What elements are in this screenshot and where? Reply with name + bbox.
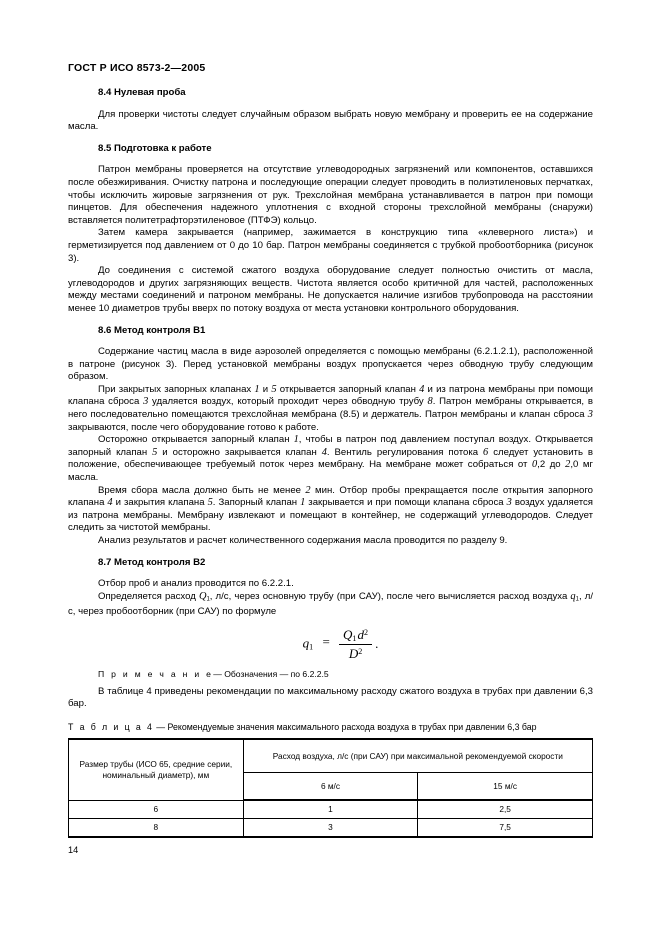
paragraph-8-4-1: Для проверки чистоты следует случайным образом выбрать новую мембрану и проверить ее на содержание масла. (68, 108, 593, 133)
valve-ref: 6 (483, 446, 489, 458)
valve-ref: 3 (587, 409, 593, 421)
formula-lhs-subscript: 1 (309, 642, 314, 652)
paragraph-8-6-4: Время сбора масла должно быть не менее 2 мин. Отбор пробы прекращается после открытия запорного клапана 4 и закрытия клапана 5. Запорный клапан 1 закрывается и при помощи клапана сброса 3 воздух удаляется из патрона мембраны. Мембрану извлекают и помещают в контейнер, не содержащий углеводородов. Следует следить за чистотой мембраны. (68, 484, 593, 534)
valve-ref: 0 (531, 459, 538, 471)
paragraph-8-5-3: До соединения с системой сжатого воздуха оборудование следует полностью очистить от масла, углеводородов и других загрязняющих веществ. Чистота является особо критичной для частей, расположенных между местами соединений и патроном мембраны. Не допускается наличие изгибов трубопровода на расстоянии менее 10 диаметров трубы вверх по потоку воздуха от места установки контрольного оборудования. (68, 265, 593, 314)
valve-ref: 4 (107, 497, 113, 509)
spacer (68, 98, 593, 109)
text-fragment: , л/с, через пробоотборник (при САУ) по формуле (68, 590, 593, 617)
valve-ref: 5 (152, 446, 158, 458)
paragraph-8-7-2 (68, 591, 593, 618)
spacer (68, 567, 593, 578)
note-label: П р и м е ч а н и е (98, 669, 214, 680)
valve-ref: 8 (427, 396, 433, 408)
formula-num-d: d (357, 627, 365, 643)
valve-ref: 1 (293, 434, 299, 446)
note-dash: — (213, 669, 222, 680)
valve-ref: 4 (321, 446, 327, 458)
table-cell-flow-6: 3 (243, 819, 418, 838)
table-caption-label: Т а б л и ц а 4 (68, 722, 154, 733)
symbol-q-subscript: 1 (575, 596, 579, 603)
paragraph-8-6-1: Содержание частиц масла в виде аэрозолей определяется с помощью мембраны (6.2.1.2.1), расположенной в патроне (рисунок 3). Перед установкой мембраны воздух пропускается через обводную трубу следующим образом. (68, 346, 593, 383)
formula-den-D: D (348, 646, 359, 662)
table-caption-dash: — (156, 722, 166, 733)
section-heading-8-4: 8.4 Нулевая проба (98, 87, 186, 98)
table-cell-size: 6 (69, 800, 244, 819)
formula-trailing-period: . (375, 635, 379, 651)
table-header-speed-15: 15 м/с (418, 773, 593, 801)
symbol-q: q (570, 590, 576, 602)
standard-header: ГОСТ Р ИСО 8573-2—2005 (68, 62, 206, 74)
spacer (68, 153, 593, 164)
valve-ref: 5 (271, 383, 277, 395)
section-heading-8-7: 8.7 Метод контроля В2 (98, 556, 206, 568)
text-fragment: , л/с, через основную трубу (при САУ), после чего вычисляется расход воздуха (209, 590, 571, 602)
table-caption (68, 721, 593, 733)
formula-block (68, 618, 593, 668)
table-header-airflow-group: Расход воздуха, л/с (при САУ) при максимальной рекомендуемой скорости (243, 739, 592, 773)
paragraph-8-6-2: При закрытых запорных клапанах 1 и 5 открывается запорный клапан 4 и из патрона мембраны при помощи клапана сброса 3 удаляется воздух, который проходит через обводную трубу 8. Патрон мембраны открывается, в него последовательно помещаются трехслойная мембрана (8.5) и держатель. Патрон мембраны и клапан сброса 3 закрываются, после чего оборудование готово к работе. (68, 383, 593, 433)
section-heading-8-5: 8.5 Подготовка к работе (98, 142, 212, 154)
formula-denominator (339, 645, 372, 662)
paragraph-8-5-1: Патрон мембраны проверяется на отсутствие углеводородных загрязнений или компонентов, оставшихся после обезжиривания. Очистку патрона и последующие операции следует проводить в полиэтиленовых перчатках, чтобы исключить жировые загрязнения от рук. Трехслойная мембрана устанавливается в патрон при помощи пинцетов. Для обеспечения надежного уплотнения с входной стороны трехслойной мембраны (снаружи) вставляется политетрафторэтиленовое (ПТФЭ) кольцо. (68, 164, 593, 226)
valve-ref: 3 (506, 497, 512, 509)
document-content (68, 88, 593, 838)
note-text: Обозначения — по 6.2.2.5 (224, 669, 329, 680)
note-line (68, 668, 593, 681)
formula-num-Q: Q (343, 627, 353, 643)
table-4 (68, 738, 593, 838)
valve-ref: 2 (305, 484, 311, 496)
symbol-Q: Q (198, 590, 207, 602)
formula-q1 (303, 627, 379, 662)
paragraph-8-7-1: Отбор проб и анализ проводится по 6.2.2.1. (98, 578, 294, 590)
page-number: 14 (68, 845, 79, 855)
table-cell-flow-15: 2,5 (418, 800, 593, 819)
formula-lhs: q (302, 635, 310, 651)
formula-fraction (339, 627, 372, 662)
text-fragment: Определяется расход (98, 590, 199, 602)
paragraph-8-5-2: Затем камера закрывается (например, зажимается в конструкцию типа «клеверного листа») и герметизируется под давлением от 0 до 10 бар. Патрон мембраны соединяется с трубкой пробоотборника (рисунок 3). (68, 227, 593, 264)
table-row (69, 800, 593, 819)
symbol-Q-subscript: 1 (206, 596, 210, 603)
table-caption-text: Рекомендуемые значения максимального расхода воздуха в трубах при давлении 6,3 бар (167, 722, 537, 733)
valve-ref: 1 (300, 497, 306, 509)
formula-num-d-sup: 2 (364, 628, 369, 638)
valve-ref: 4 (419, 383, 425, 395)
formula-numerator (339, 627, 372, 645)
valve-ref: 2 (565, 459, 571, 471)
table-intro-paragraph: В таблице 4 приведены рекомендации по максимальному расходу сжатого воздуха в трубах при давлении 6,3 бар. (68, 685, 593, 710)
table-cell-flow-6: 1 (243, 800, 418, 819)
spacer (68, 316, 593, 326)
valve-ref: 5 (207, 497, 213, 509)
formula-equals: = (322, 633, 330, 649)
spacer (68, 335, 593, 346)
table-header-pipe-size: Размер трубы (ИСО 65, средние серии, номинальный диаметр), мм (69, 739, 244, 800)
table-cell-flow-15: 7,5 (418, 819, 593, 838)
table-header-row-1 (69, 739, 593, 773)
section-heading-8-6: 8.6 Метод контроля В1 (98, 324, 206, 336)
paragraph-8-6-5: Анализ результатов и расчет количественного содержания масла проводится по разделу 9. (98, 535, 508, 546)
formula-num-Q-sub: 1 (352, 634, 357, 644)
formula-den-D-sup: 2 (358, 647, 363, 657)
table-header-speed-6: 6 м/с (243, 773, 418, 801)
valve-ref: 1 (254, 383, 260, 395)
table-row (69, 819, 593, 838)
table-cell-size: 8 (69, 819, 244, 838)
valve-ref: 3 (143, 396, 149, 408)
paragraph-8-6-3: Осторожно открывается запорный клапан 1, чтобы в патрон под давлением поступал воздух. Открывается запорный клапан 5 и осторожно закрывается клапан 4. Вентиль регулирования потока 6 следует установить в положение, обеспечивающее требуемый поток через мембрану. На мембране может собраться от 0,2 до 2,0 мг масла. (68, 434, 594, 484)
